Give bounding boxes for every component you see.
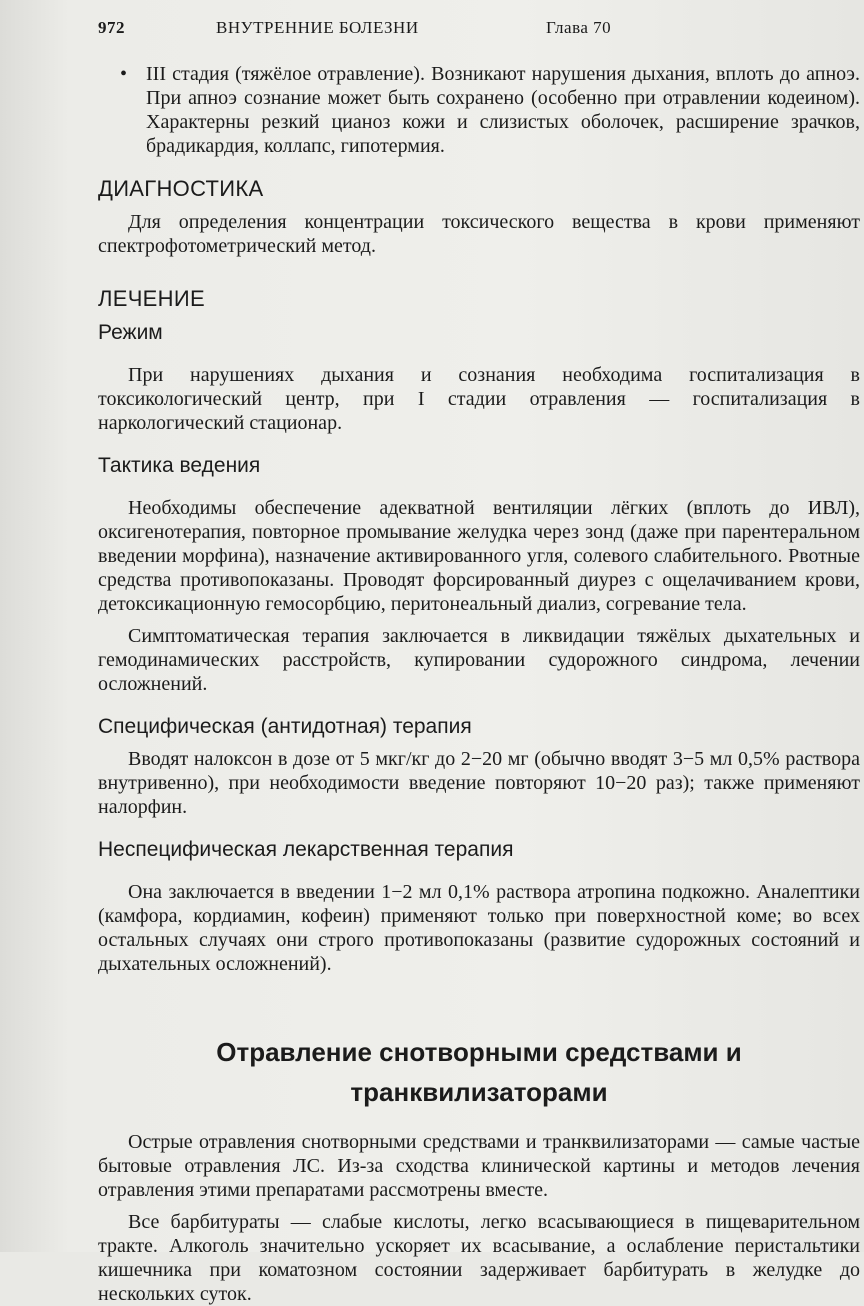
regimen-heading: Режим bbox=[98, 321, 163, 344]
treatment-heading: ЛЕЧЕНИЕ bbox=[98, 286, 205, 311]
bullet-icon: • bbox=[120, 63, 128, 85]
section-title bbox=[98, 1032, 860, 1112]
tactics-paragraph-1: Необходимы обеспечение адекватной вентиляции лёгких (вплоть до ИВЛ), оксигенотерапия, повторное промывание желудка через зонд (даже при парентеральном введении морфина), назначение активированного угля, солевого слабительного. Рвотные средства противопоказаны. Проводят форсированный диурез с ощелачиванием крови, детоксикационную гемосорбцию, перитонеальный диализ, согревание тела. bbox=[98, 497, 860, 615]
book-title: ВНУТРЕННИЕ БОЛЕЗНИ bbox=[216, 18, 419, 37]
regimen-paragraph: При нарушениях дыхания и сознания необходима госпитализация в токсикологический центр, при I стадии отравления — госпитализация в наркологический стационар. bbox=[98, 364, 860, 434]
page-content bbox=[98, 62, 860, 1306]
diagnostics-paragraph: Для определения концентрации токсического вещества в крови применяют спектрофотометрический метод. bbox=[98, 211, 860, 257]
nonspecific-heading: Неспецифическая лекарственная терапия bbox=[98, 838, 514, 861]
section-title-line-2: транквилизаторами bbox=[350, 1077, 608, 1107]
diagnostics-heading: ДИАГНОСТИКА bbox=[98, 176, 264, 201]
nonspecific-paragraph: Она заключается в введении 1−2 мл 0,1% раствора атропина подкожно. Аналептики (камфора, кордиамин, кофеин) применяют только при поверхностной коме; во всех остальных случаях они строго противопоказаны (развитие судорожных состояний и дыхательных осложнений). bbox=[98, 881, 860, 975]
antidote-paragraph: Вводят налоксон в дозе от 5 мкг/кг до 2−20 мг (обычно вводят 3−5 мл 0,5% раствора внутривенно), при необходимости введение повторяют 10−20 раз); также применяют налорфин. bbox=[98, 748, 860, 818]
stage-3-bullet bbox=[98, 62, 860, 158]
stage-3-text: III стадия (тяжёлое отравление). Возникают нарушения дыхания, вплоть до апноэ. При апноэ сознание может быть сохранено (особенно при отравлении кодеином). Характерны резкий цианоз кожи и слизистых оболочек, расширение зрачков, брадикардия, коллапс, гипотермия. bbox=[146, 63, 860, 157]
page-number: 972 bbox=[98, 18, 125, 37]
tactics-heading: Тактика ведения bbox=[98, 454, 261, 477]
tactics-paragraph-2: Симптоматическая терапия заключается в ликвидации тяжёлых дыхательных и гемодинамических расстройств, купировании судорожного синдрома, лечении осложнений. bbox=[98, 625, 860, 695]
section-paragraph-1: Острые отравления снотворными средствами и транквилизаторами — самые частые бытовые отравления ЛС. Из-за сходства клинической картины и методов лечения отравления этими препаратами рассмотрены вместе. bbox=[98, 1131, 860, 1201]
antidote-heading: Специфическая (антидотная) терапия bbox=[98, 715, 472, 738]
chapter-label: Глава 70 bbox=[546, 18, 612, 37]
section-title-line-1: Отравление снотворными средствами и bbox=[216, 1037, 742, 1067]
section-paragraph-2: Все барбитураты — слабые кислоты, легко всасывающиеся в пищеварительном тракте. Алкоголь значительно ускоряет их всасывание, а ослабление перистальтики кишечника при коматозном состоянии задерживает барбитурать в желудке до нескольких суток. bbox=[98, 1211, 860, 1305]
